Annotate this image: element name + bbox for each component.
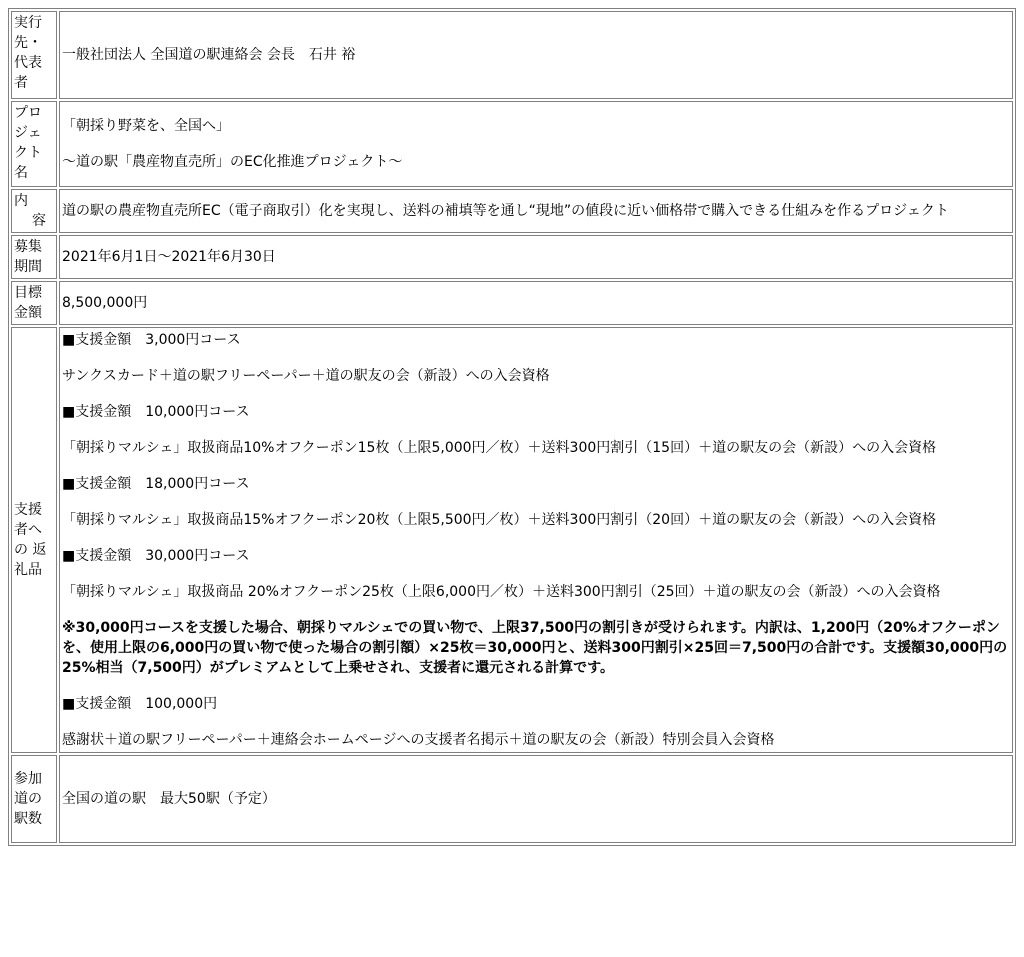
- content-label-line1: 内: [14, 193, 28, 209]
- course-18000-title: ■支援金額 18,000円コース: [62, 476, 250, 492]
- course-100000-desc: 感謝状＋道の駅フリーペーパー＋連絡会ホームページへの支援者名掲示＋道の駅友の会（新設）特別会員入会資格: [62, 732, 775, 748]
- target-value: 8,500,000円: [59, 281, 1013, 325]
- project-value: [59, 101, 1013, 187]
- course-30000-note: ※30,000円コースを支援した場合、朝採りマルシェでの買い物で、上限37,500円の割引きが受けられます。内訳は、1,200円（20%オフクーポンを、使用上限の6,000円の買い物で使った場合の割引額）×25枚＝30,000円と、送料300円割引×25回＝7,500円の合計です。支援額30,000円の25%相当（7,500円）がプレミアムとして上乗せされ、支援者に還元される計算です。: [62, 620, 1008, 676]
- row-executor: [11, 11, 1013, 99]
- content-value: 道の駅の農産物直売所EC（電子商取引）化を実現し、送料の補填等を通し“現地”の値段に近い価格帯で購入できる仕組みを作るプロジェクト: [59, 189, 1013, 233]
- period-value: 2021年6月1日～2021年6月30日: [59, 235, 1013, 279]
- project-subtitle: ～道の駅「農産物直売所」のEC化推進プロジェクト～: [62, 154, 403, 170]
- period-label: 募集期間: [11, 235, 57, 279]
- project-label: プロジェクト名: [11, 101, 57, 187]
- course-10000-title: ■支援金額 10,000円コース: [62, 404, 250, 420]
- row-content: [11, 189, 1013, 233]
- content-label: [11, 189, 57, 233]
- project-info-table: [8, 8, 1016, 846]
- course-10000-desc: 「朝採りマルシェ」取扱商品10%オフクーポン15枚（上限5,000円／枚）＋送料300円割引（15回）＋道の駅友の会（新設）への入会資格: [62, 440, 937, 456]
- rewards-value: [59, 327, 1013, 753]
- row-target: [11, 281, 1013, 325]
- stations-label: 参加道の駅数: [11, 755, 57, 843]
- stations-value: 全国の道の駅 最大50駅（予定）: [59, 755, 1013, 843]
- row-stations: [11, 755, 1013, 843]
- course-18000-desc: 「朝採りマルシェ」取扱商品15%オフクーポン20枚（上限5,500円／枚）＋送料300円割引（20回）＋道の駅友の会（新設）への入会資格: [62, 512, 937, 528]
- project-title: 「朝採り野菜を、全国へ」: [62, 118, 230, 134]
- course-30000-desc: 「朝採りマルシェ」取扱商品 20%オフクーポン25枚（上限6,000円／枚）＋送料300円割引（25回）＋道の駅友の会（新設）への入会資格: [62, 584, 941, 600]
- row-rewards: [11, 327, 1013, 753]
- row-project: [11, 101, 1013, 187]
- course-100000-title: ■支援金額 100,000円: [62, 696, 218, 712]
- content-label-line2: 容: [32, 213, 46, 229]
- course-30000-title: ■支援金額 30,000円コース: [62, 548, 250, 564]
- target-label: 目標金額: [11, 281, 57, 325]
- course-3000-title: ■支援金額 3,000円コース: [62, 332, 241, 348]
- row-period: [11, 235, 1013, 279]
- course-3000-desc: サンクスカード＋道の駅フリーペーパー＋道の駅友の会（新設）への入会資格: [62, 368, 550, 384]
- rewards-label: 支援者への 返礼品: [11, 327, 57, 753]
- executor-value: 一般社団法人 全国道の駅連絡会 会長 石井 裕: [59, 11, 1013, 99]
- executor-label: 実行先・代表者: [11, 11, 57, 99]
